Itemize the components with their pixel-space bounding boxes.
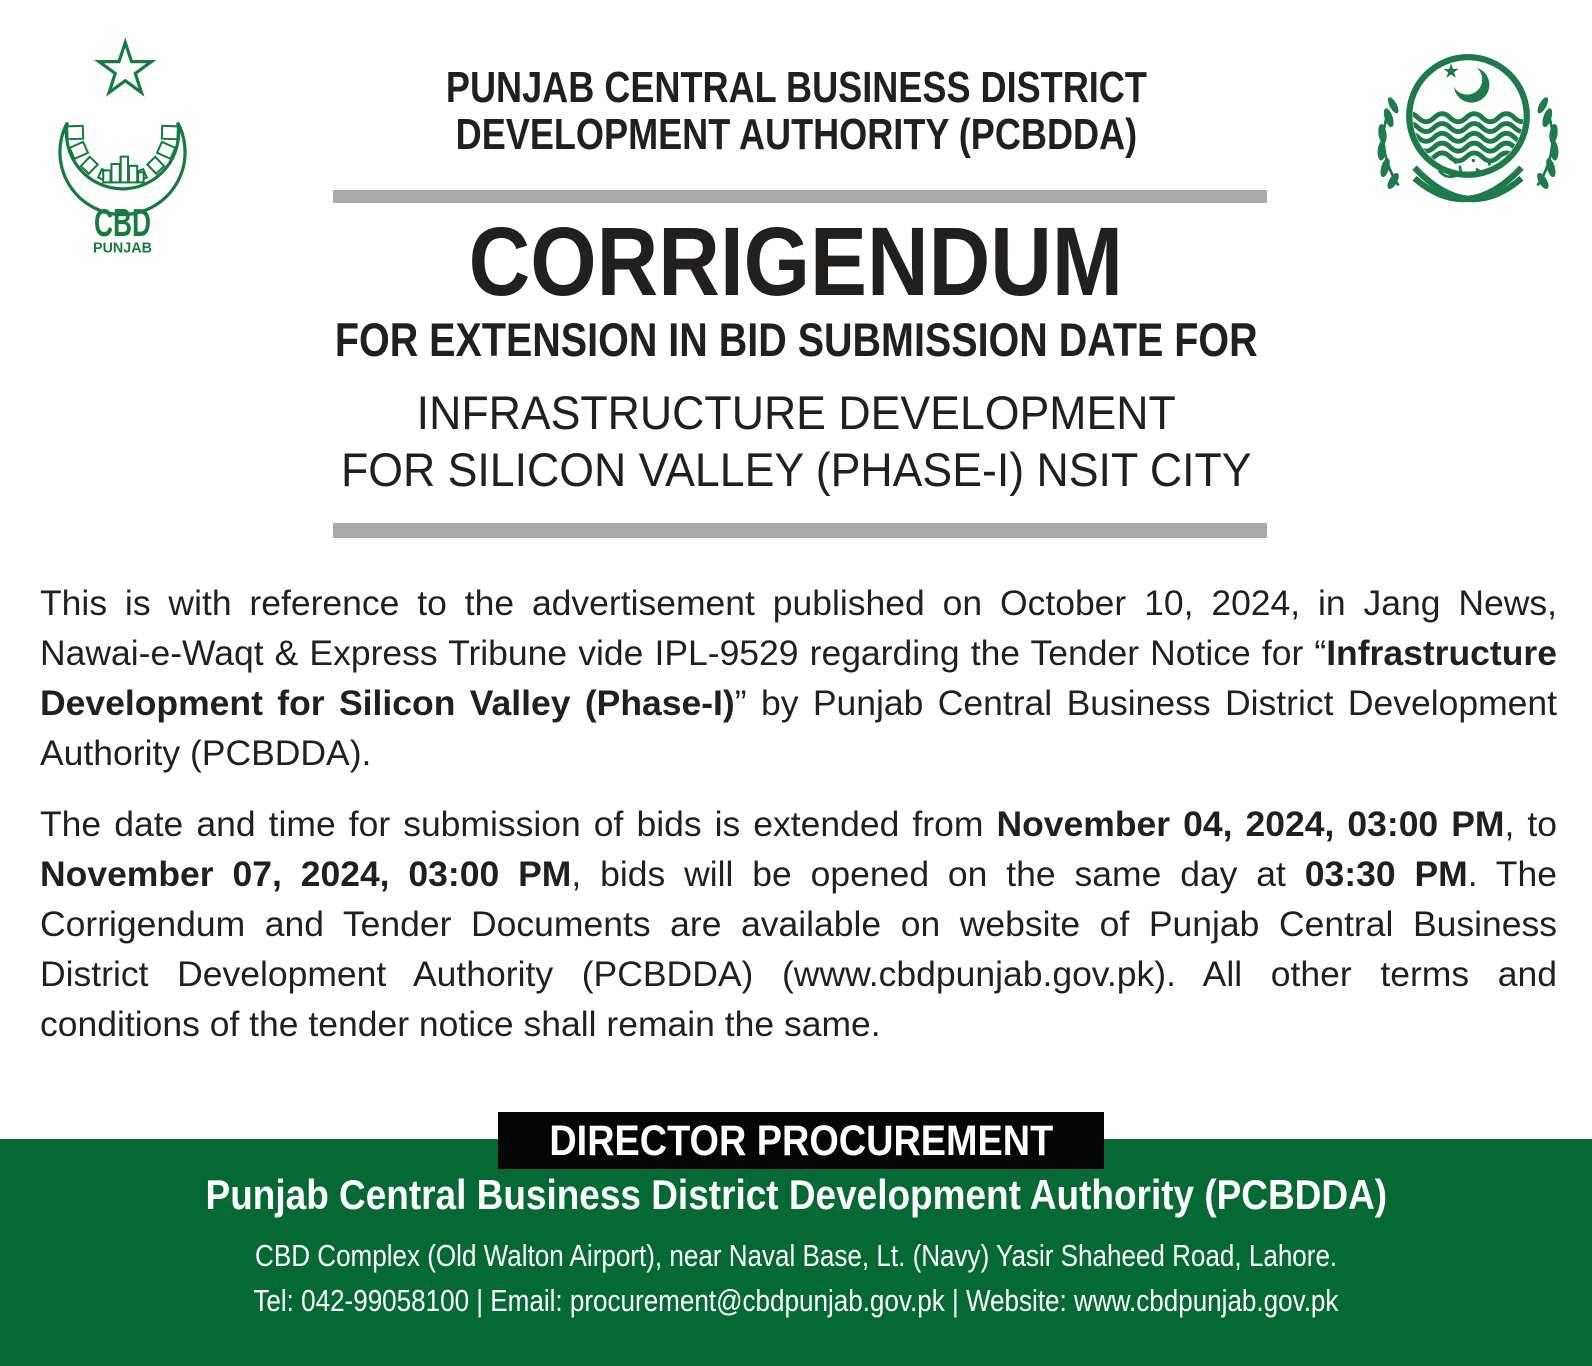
signatory-title: DIRECTOR PROCUREMENT <box>549 1117 1053 1165</box>
skyline-icon <box>103 157 143 183</box>
footer-contact: Tel: 042-99058100 | Email: procurement@cbdpunjab.gov.pk | Website: www.cbdpunjab.gov.pk <box>253 1283 1339 1318</box>
notice-title: CORRIGENDUM <box>468 207 1124 316</box>
divider-bar-top <box>333 190 1267 203</box>
footer-address: CBD Complex (Old Walton Airport), near Naval Base, Lt. (Navy) Yasir Shaheed Road, Lahore. <box>254 1238 1338 1273</box>
notice-paragraph-1: This is with reference to the advertisement published on October 10, 2024, in Jang News, Nawai-e-Waqt & Express Tribune vide IPL-9529 regarding the Tender Notice for “Infrastructure Development for Silicon Valley (Phase-I)” by Punjab Central Business District Development Authority (PCBDDA). <box>40 583 1557 773</box>
signatory-box <box>498 1112 1104 1169</box>
cbd-acronym-label: CBD <box>93 201 152 245</box>
project-name <box>0 384 1592 498</box>
notice-paragraph-2: The date and time for submission of bids is extended from November 04, 2024, 03:00 PM, to November 07, 2024, 03:00 PM, bids will be opened on the same day at 03:30 PM. The Corrigendum and Tender Documents are available on website of Punjab Central Business District Development Authority (PCBDDA) (www.cbdpunjab.gov.pk). All other terms and conditions of the tender notice shall remain the same. <box>40 804 1557 1044</box>
divider-bar-bottom <box>333 523 1267 538</box>
org-title <box>0 64 1592 158</box>
notice-subtitle: FOR EXTENSION IN BID SUBMISSION DATE FOR <box>334 313 1258 366</box>
footer-org-name: Punjab Central Business District Development Authority (PCBDDA) <box>205 1171 1387 1218</box>
project-name-line1: INFRASTRUCTURE DEVELOPMENT <box>416 386 1176 439</box>
org-title-line2: DEVELOPMENT AUTHORITY (PCBDDA) <box>455 110 1137 159</box>
cbd-region-label: PUNJAB <box>93 240 152 256</box>
project-name-line2: FOR SILICON VALLEY (PHASE-I) NSIT CITY <box>340 443 1252 496</box>
org-title-line1: PUNJAB CENTRAL BUSINESS DISTRICT <box>445 63 1147 112</box>
